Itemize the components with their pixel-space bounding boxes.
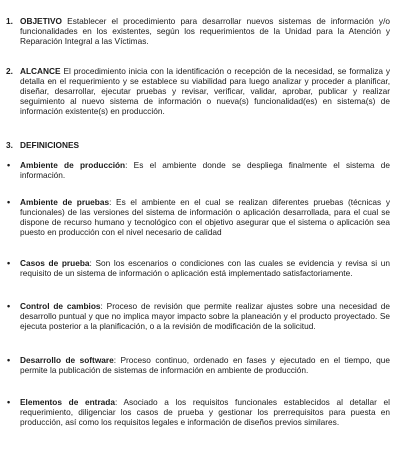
definition-term: Ambiente de producción (20, 160, 126, 170)
bullet-icon: • (7, 397, 11, 407)
bullet-icon: • (7, 301, 11, 311)
bullet-icon: • (7, 258, 11, 268)
section-body (20, 140, 390, 150)
definition-text: : Proceso de revisión que permite realizar ajustes sobre una necesidad de desarrollo puntual y que no implica mayor impacto sobre la planeación y el producto proyectado. Se ejecuta posterior a la planificación, o a la revisión de modificación de la solicitud. (20, 301, 390, 331)
definition-body (20, 258, 390, 278)
section-number: 3. (6, 140, 13, 150)
definition-term: Casos de prueba (20, 258, 90, 268)
section-text: El procedimiento inicia con la identificación o recepción de la necesidad, se formaliza y detalla en el requerimiento y se establece su viabilidad para luego analizar y proceder a planificar, diseñar, desarrollar, ejecutar pruebas y revisar, verificar, validar, aprobar, publicar y realizar seguimiento al nuevo sistema de información o nueva(s) funcionalidad(es) en sistema(s) de información existente(s) en producción. (20, 66, 390, 116)
bullet-icon: • (7, 160, 11, 170)
definition-text: : Son los escenarios o condiciones con las cuales se evidencia y revisa si un requisito de un sistema de información o aplicación está implementado satisfactoriamente. (20, 258, 390, 278)
bullet-icon: • (7, 355, 11, 365)
bullet-icon: • (7, 197, 11, 207)
definition-term: Desarrollo de software (20, 355, 114, 365)
definition-body (20, 160, 390, 180)
definition-body (20, 301, 390, 331)
definition-term: Ambiente de pruebas (20, 197, 110, 207)
section-body (20, 16, 390, 46)
section-text: Establecer el procedimiento para desarrollar nuevos sistemas de información y/o funcionalidades en los existentes, según los requerimientos de la Unidad para la Atención y Reparación Integral a las Víctimas. (20, 16, 390, 46)
section-heading: ALCANCE (20, 66, 61, 76)
section-number: 2. (6, 66, 13, 76)
definition-text: : Es el ambiente en el cual se realizan diferentes pruebas (técnicas y funcionales) de las versiones del sistema de información o aplicación desarrollada, para el cual se dispone de recurso humano y tecnológico con el objetivo asegurar que el sistema o aplicación sea puesto en producción con el nivel necesario de calidad (20, 197, 391, 237)
section-body (20, 66, 390, 116)
definition-text: : Asociado a los requisitos funcionales establecidos al detallar el requerimiento, diligenciar los casos de prueba y gestionar los prerrequisitos para puesta en producción, así como los requisitos legales e información de diseños previos similares. (20, 397, 390, 427)
definition-body (20, 197, 390, 237)
definition-term: Control de cambios (20, 301, 101, 311)
section-number: 1. (6, 16, 13, 26)
definition-text: : Proceso continuo, ordenado en fases y ejecutado en el tiempo, que permite la publicación de sistemas de información en ambiente de producción. (20, 355, 391, 375)
section-heading: OBJETIVO (20, 16, 62, 26)
definition-body (20, 355, 390, 375)
definition-term: Elementos de entrada (20, 397, 115, 407)
section-heading: DEFINICIONES (20, 140, 80, 150)
definition-body (20, 397, 390, 427)
definition-text: : Es el ambiente donde se despliega finalmente el sistema de información. (20, 160, 390, 180)
